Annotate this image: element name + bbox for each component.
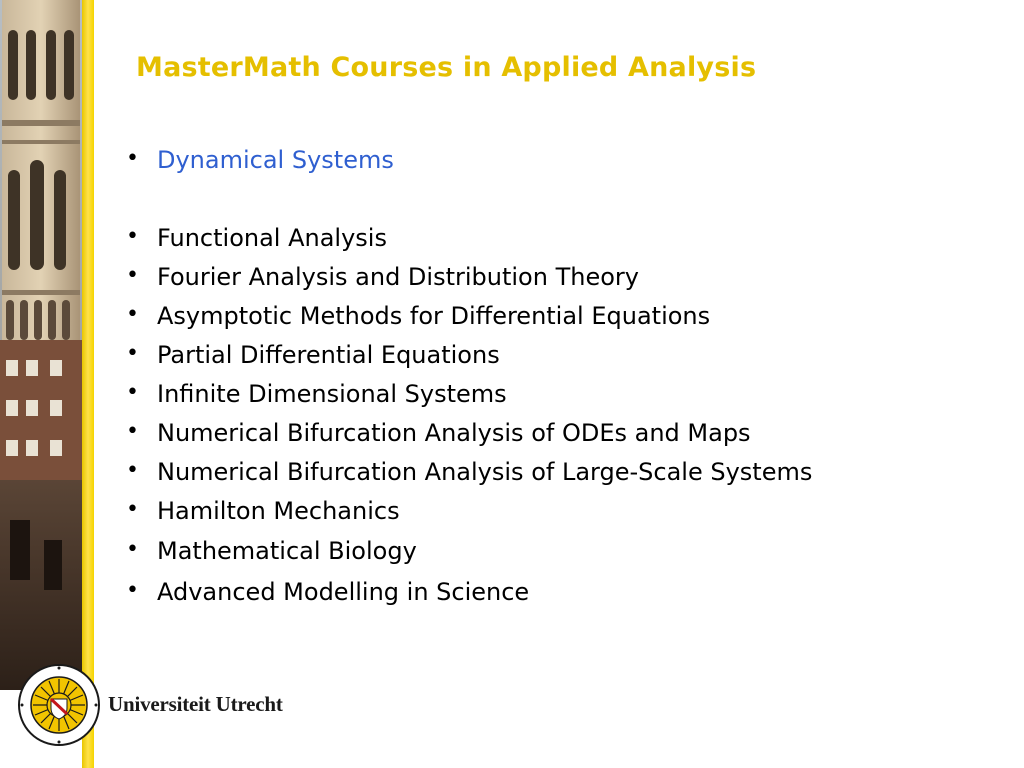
- course-item: [126, 263, 812, 302]
- course-label: Fourier Analysis and Distribution Theory: [157, 263, 639, 291]
- course-item: [126, 380, 812, 419]
- course-label: Mathematical Biology: [157, 537, 417, 565]
- course-item: [126, 578, 812, 617]
- course-label: Numerical Bifurcation Analysis of Large-Scale Systems: [157, 458, 813, 486]
- course-item: [126, 419, 812, 458]
- course-label: Dynamical Systems: [157, 146, 394, 174]
- course-item: [126, 537, 812, 578]
- course-label: Functional Analysis: [157, 224, 387, 252]
- course-label: Asymptotic Methods for Differential Equations: [157, 302, 711, 330]
- university-name: Universiteit Utrecht: [108, 692, 283, 716]
- course-label: Infinite Dimensional Systems: [157, 380, 507, 408]
- course-label: Advanced Modelling in Science: [157, 578, 530, 606]
- slide-title: MasterMath Courses in Applied Analysis: [136, 52, 757, 83]
- course-label: Partial Differential Equations: [157, 341, 500, 369]
- course-item: [126, 458, 812, 497]
- yellow-band: [82, 0, 94, 768]
- course-label: Hamilton Mechanics: [157, 497, 400, 525]
- course-item: [126, 341, 812, 380]
- course-list: [126, 146, 812, 617]
- course-item: [126, 224, 812, 263]
- university-seal-icon: [16, 662, 106, 748]
- course-item-dynamical-systems: [126, 146, 812, 185]
- course-item: [126, 497, 812, 537]
- cathedral-photo: [0, 0, 92, 690]
- course-label: Numerical Bifurcation Analysis of ODEs and Maps: [157, 419, 751, 447]
- course-item: [126, 302, 812, 341]
